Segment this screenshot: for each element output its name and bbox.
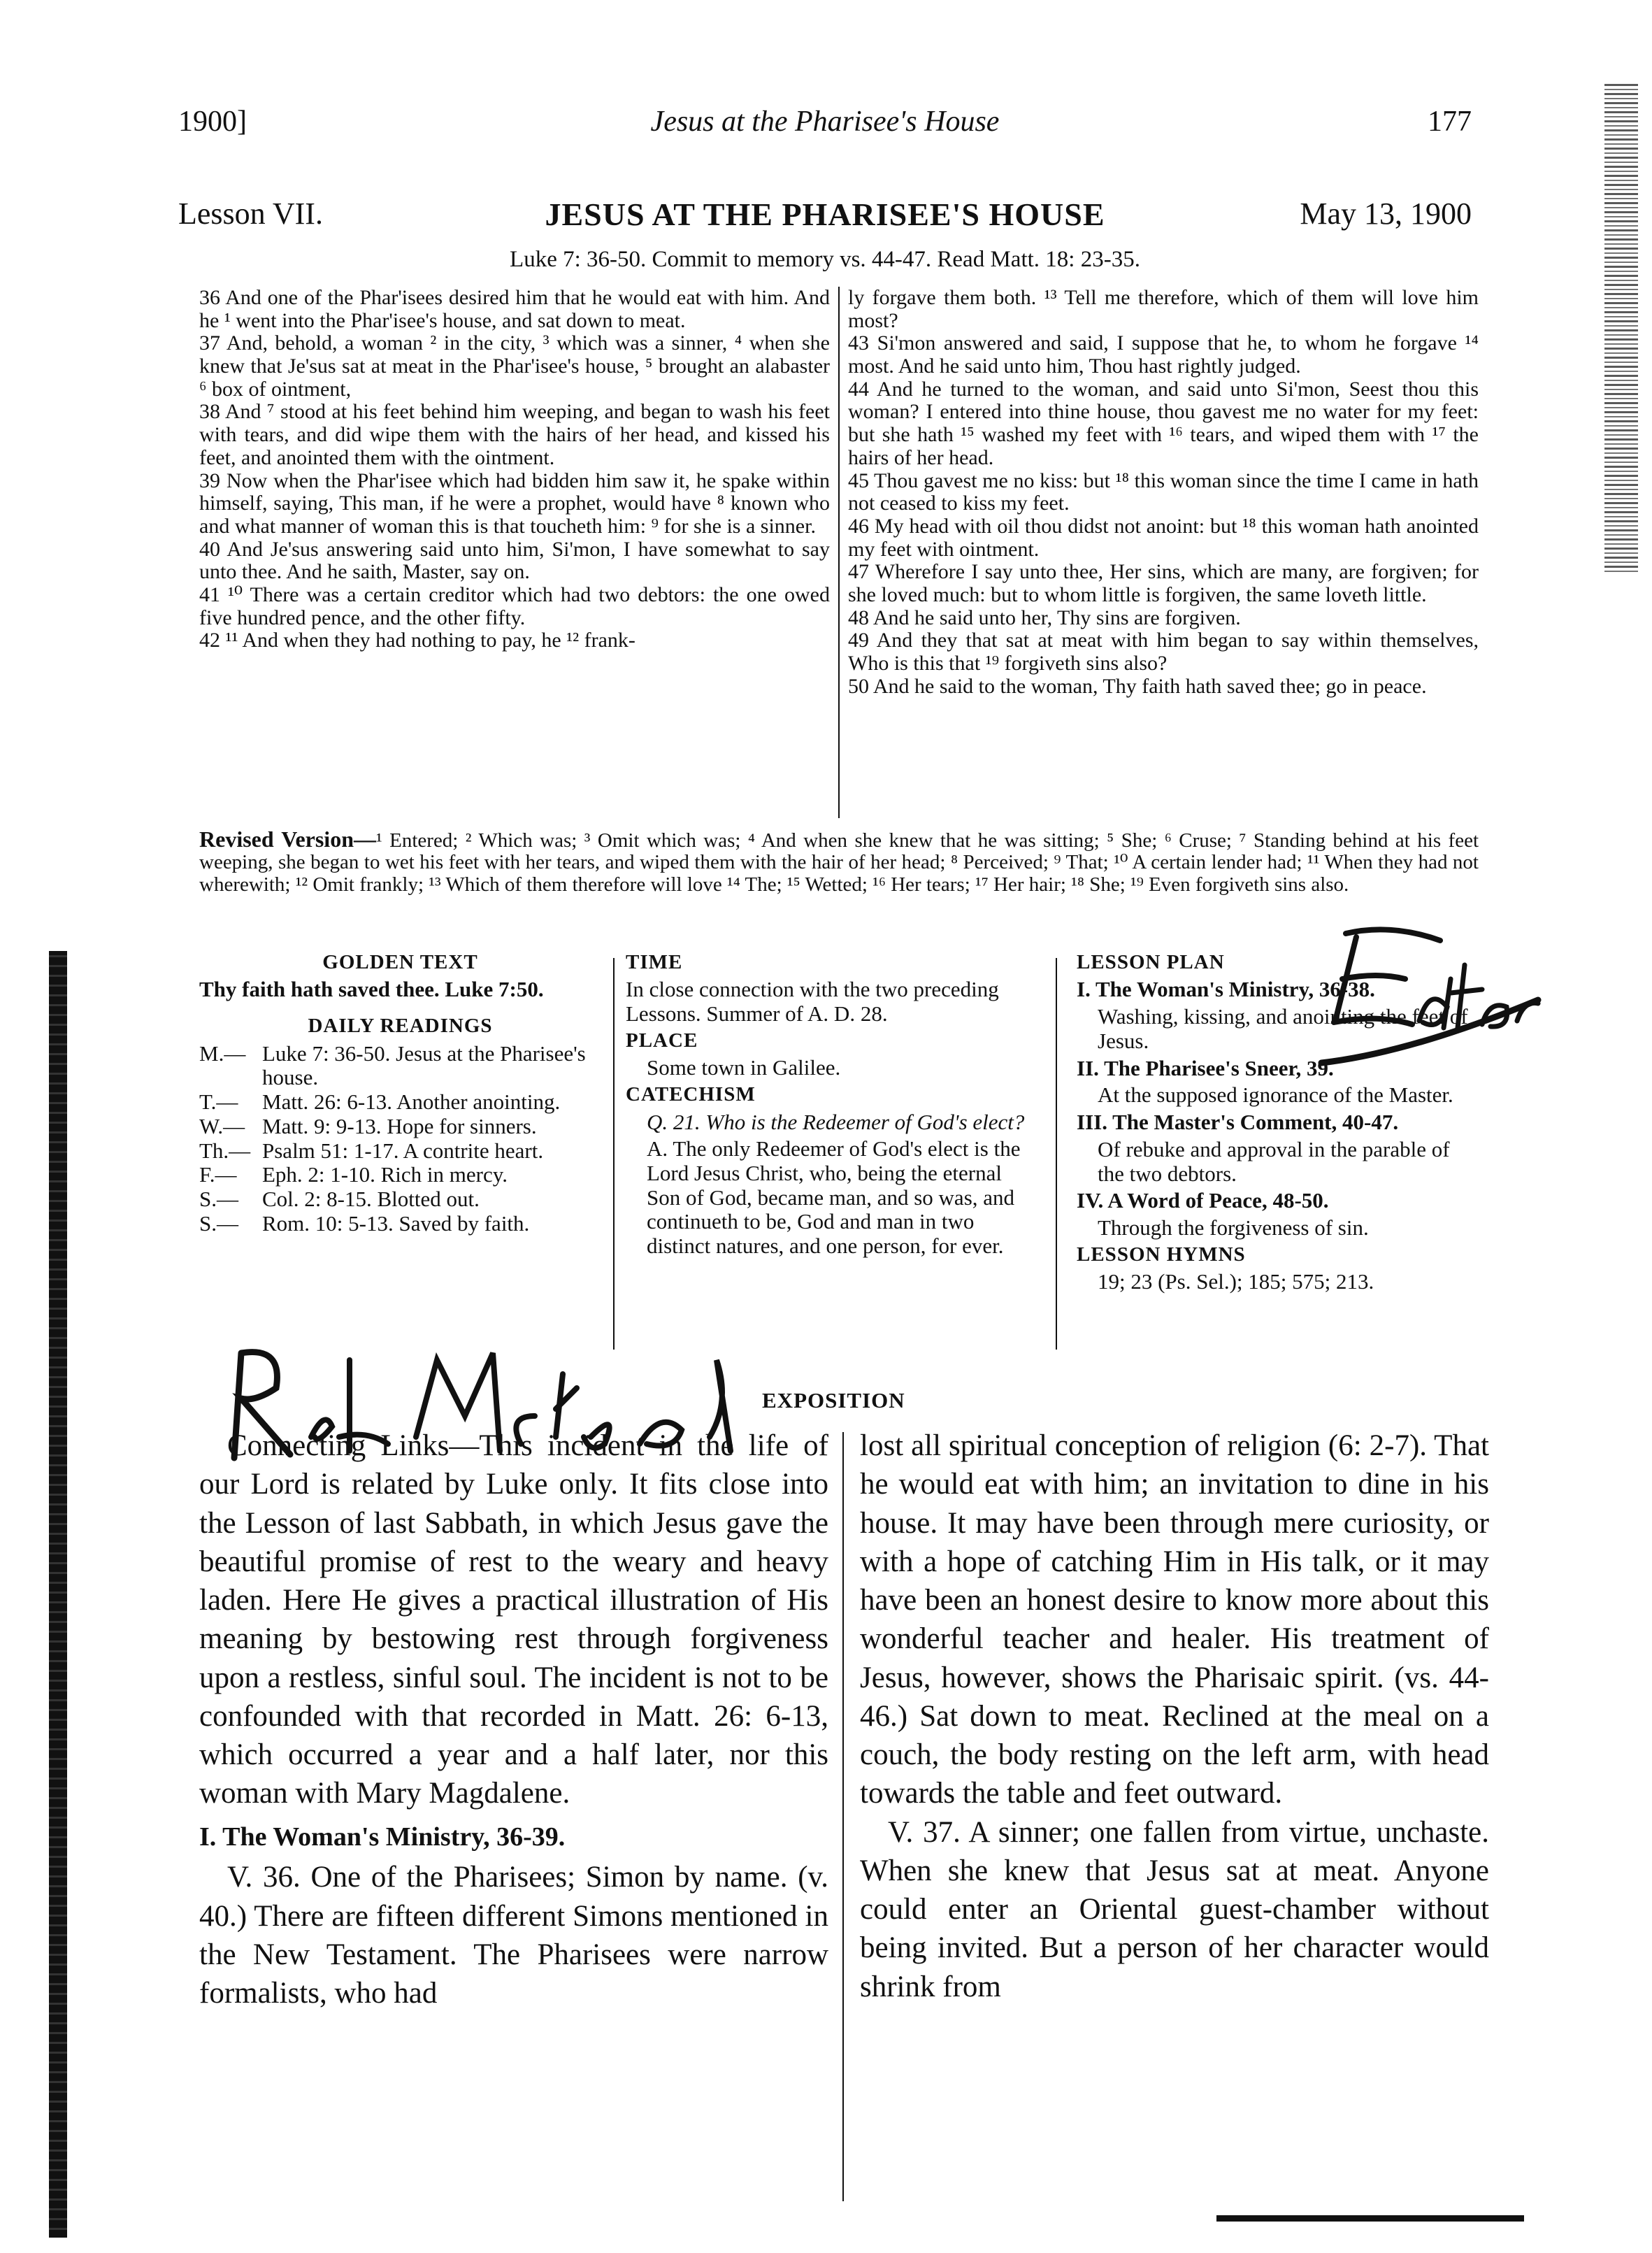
reading-item [199,1090,601,1115]
reading-text: Col. 2: 8-15. Blotted out. [262,1186,480,1211]
lesson-hymns-heading: LESSON HYMNS [1077,1243,1246,1266]
verse: 36 And one of the Phar'isees desired him that he would eat with him. And he ¹ went into the Phar'isee's house, and sat down to meat. [199,286,830,332]
reading-text: Psalm 51: 1-17. A contrite heart. [262,1138,544,1163]
verse: 50 And he said to the woman, Thy faith hath saved thee; go in peace. [848,674,1427,698]
reading-text: Rom. 10: 5-13. Saved by faith. [262,1210,530,1236]
reading-day: W.— [199,1113,245,1138]
verse: 46 My head with oil thou didst not anoint: but ¹⁸ this woman hath anointed my feet with ointment. [848,514,1479,561]
verse: 39 Now when the Phar'isee which had bidden him saw it, he spake within himself, saying, This man, if he were a prophet, would have ⁸ known who and what manner of woman this is that toucheth him: ⁹ for she is a sinner. [199,469,830,538]
column-divider [838,287,840,818]
reading-item [199,1115,601,1139]
catechism-heading: CATECHISM [626,1083,756,1106]
reading-item [199,1187,601,1212]
revised-version-notes [199,827,1479,896]
scan-edge-left [49,951,67,2238]
place-text: Some town in Galilee. [647,1055,841,1080]
verse: 44 And he turned to the woman, and said unto Si'mon, Seest thou this woman? I entered into thine house, thou gavest me no water for my feet: but she hath ¹⁵ washed my feet with ¹⁶ tears, and wiped them with ¹⁷ the hairs of her head. [848,377,1479,469]
column-divider [842,1432,844,2201]
lesson-plan-heading: LESSON PLAN [1077,951,1225,973]
time-place-column [626,951,1038,1261]
editor-handwriting [1307,902,1545,1070]
lesson-title-row [178,196,1472,238]
verse: ly forgave them both. ¹³ Tell me therefore, which of them will love him most? [848,286,1479,332]
verse: 47 Wherefore I say unto thee, Her sins, which are many, are forgiven; for she loved much: but to whom little is forgiven, the same loveth little. [848,560,1479,606]
lesson-hymns: 19; 23 (Ps. Sel.); 185; 575; 213. [1098,1269,1374,1294]
verse: 37 And, behold, a woman ² in the city, ³ which was a sinner, ⁴ when she knew that Je'sus sat at meat in the Phar'isee's house, ⁵ brought an alabaster ⁶ box of ointment, [199,331,830,401]
scripture-passage [199,287,1479,818]
reading-day: S.— [199,1186,238,1211]
reading-item [199,1139,601,1164]
verse: 42 ¹¹ And when they had nothing to pay, he ¹² frank- [199,629,635,652]
revised-version-label: Revised Version— [199,827,376,852]
plan-item-title: IV. A Word of Peace, 48-50. [1077,1188,1329,1213]
reading-day: S.— [199,1210,238,1236]
running-header [178,105,1472,147]
column-divider [613,958,615,1350]
verse-commentary: lost all spiritual conception of religion (6: 2-7). That he would eat with him; an invitation to dine in his house. It may have been through mere curiosity, or with a hope of catching Him in His talk, or it may have been an honest desire to know more about this wonderful teacher and healer. His treatment of Jesus, however, shows the Pharisaic spirit. (vs. 44-46.) Sat down to meat. Reclined at the meal on a couch, the body resting on the left arm, with head towards the table and feet outward. [860,1429,1489,1810]
connecting-links: Connecting Links—This incident in the life of our Lord is related by Luke only. It fits close into the Lesson of last Sabbath, in which Jesus gave the beautiful promise of rest to the weary and heavy laden. Here He gives a practical illustration of His meaning by bestowing rest through forgiveness upon a restless, sinful soul. The incident is not to be confounded with that recorded in Matt. 26: 6-13, which occurred a year and a half later, nor this woman with Mary Magdalene. [199,1429,828,1810]
header-year: 1900] [178,106,247,138]
reading-text: Matt. 26: 6-13. Another anointing. [262,1089,561,1115]
scan-edge-bottom [1216,2215,1524,2222]
verse-commentary: V. 36. One of the Pharisees; Simon by name. (v. 40.) There are fifteen different Simons mentioned in the New Testament. The Pharisees were narrow formalists, who had [199,1861,828,2010]
page-number: 177 [1428,106,1472,138]
column-divider [1056,958,1057,1350]
reading-item [199,1163,601,1187]
plan-item-desc: Of rebuke and approval in the parable of the two debtors. [1098,1136,1450,1186]
verse: 38 And ⁷ stood at his feet behind him weeping, and began to wash his feet with tears, and did wipe them with the hairs of her head, and kissed his feet, and anointed them with the ointment. [199,400,830,469]
header-title: Jesus at the Pharisee's House [650,106,1000,138]
exposition [199,1426,1489,2210]
time-text: In close connection with the two preceding Lessons. Summer of A. D. 28. [626,977,999,1027]
verse: 41 ¹⁰ There was a certain creditor which had two debtors: the one owed five hundred pence, and the other fifty. [199,582,830,629]
section-heading: I. The Woman's Ministry, 36-39. [199,1822,566,1852]
lesson-number: Lesson VII. [178,196,323,231]
reading-item [199,1212,601,1236]
verse: 49 And they that sat at meat with him began to say within themselves, Who is this that ¹⁹ forgiveth sins also? [848,629,1479,675]
reading-text: Matt. 9: 9-13. Hope for sinners. [262,1113,537,1138]
catechism-answer: A. The only Redeemer of God's elect is the Lord Jesus Christ, who, being the eternal Son of God, became man, and so was, and continueth to be, God and man in two distinct natures, and one person, for ever. [647,1136,1021,1259]
lesson-title: JESUS AT THE PHARISEE'S HOUSE [545,196,1105,232]
plan-item-title: II. The Pharisee's Sneer, 39. [1077,1055,1334,1080]
plan-item-desc: At the supposed ignorance of the Master. [1098,1082,1453,1108]
catechism-question: Q. 21. Who is the Redeemer of God's elect? [647,1109,1025,1134]
scripture-left-column [199,287,830,818]
editor-text: Editor [1307,902,1309,903]
revised-version-text: ¹ Entered; ² Which was; ³ Omit which was; ⁴ And when she knew that he was sitting; ⁵ She; ⁶ Cruse; ⁷ Standing behind at his feet weeping, she began to wet his feet with her tears, and wiped them with the hair of her head; ⁸ Perceived; ⁹ That; ¹⁰ A certain lender had; ¹¹ When they had not wherewith; ¹² Omit frankly; ¹³ Which of them therefore will love ¹⁴ The; ¹⁵ Wetted; ¹⁶ Her tears; ¹⁷ Her hair; ¹⁸ She; ¹⁹ Even forgiveth sins also. [199,829,1479,896]
verse: 40 And Je'sus answering said unto him, Si'mon, I have somewhat to say unto thee. And he saith, Master, say on. [199,537,830,584]
reading-day: T.— [199,1089,238,1115]
golden-text-column [199,951,601,1236]
verse: 43 Si'mon answered and said, I suppose that he, to whom he forgave ¹⁴ most. And he said unto him, Thou hast rightly judged. [848,331,1479,378]
verse: 48 And he said unto her, Thy sins are forgiven. [848,606,1241,629]
lesson-helps [199,951,1479,1364]
plan-item-desc: Washing, kissing, and anointing the feet of Jesus. [1098,1004,1468,1053]
reading-day: F.— [199,1162,237,1187]
exposition-heading: EXPOSITION [762,1388,905,1412]
scan-edge-right [1604,84,1638,573]
lesson-subtitle: Luke 7: 36-50. Commit to memory vs. 44-47. Read Matt. 18: 23-35. [510,247,1140,272]
verse: 45 Thou gavest me no kiss: but ¹⁸ this woman since the time I came in hath not ceased to kiss my feet. [848,469,1479,515]
verse-commentary: V. 37. A sinner; one fallen from virtue, unchaste. When she knew that Jesus sat at meat. Anyone could enter an Oriental guest-chamber without being invited. But a person of her character would shrink from [860,1815,1489,2003]
reading-day: Th.— [199,1138,251,1163]
time-heading: TIME [626,951,683,973]
reading-day: M.— [199,1040,246,1066]
exposition-right-column [860,1426,1489,2006]
reading-text: Luke 7: 36-50. Jesus at the Pharisee's house. [262,1040,586,1090]
plan-item-title: I. The Woman's Ministry, 36-38. [1077,977,1375,1002]
place-heading: PLACE [626,1029,698,1052]
plan-item-title: III. The Master's Comment, 40-47. [1077,1110,1399,1135]
exposition-left-column [199,1426,828,2012]
lesson-date: May 13, 1900 [1300,196,1472,231]
signature-text: Rev. J. A. McLeod [227,1332,233,1333]
plan-item-desc: Through the forgiveness of sin. [1098,1215,1369,1240]
golden-text-heading: GOLDEN TEXT [322,951,478,973]
reading-text: Eph. 2: 1-10. Rich in mercy. [262,1162,508,1187]
reading-item [199,1042,601,1090]
daily-readings-heading: DAILY READINGS [308,1015,493,1038]
scripture-right-column [848,287,1479,818]
golden-text: Thy faith hath saved thee. Luke 7:50. [199,977,544,1002]
